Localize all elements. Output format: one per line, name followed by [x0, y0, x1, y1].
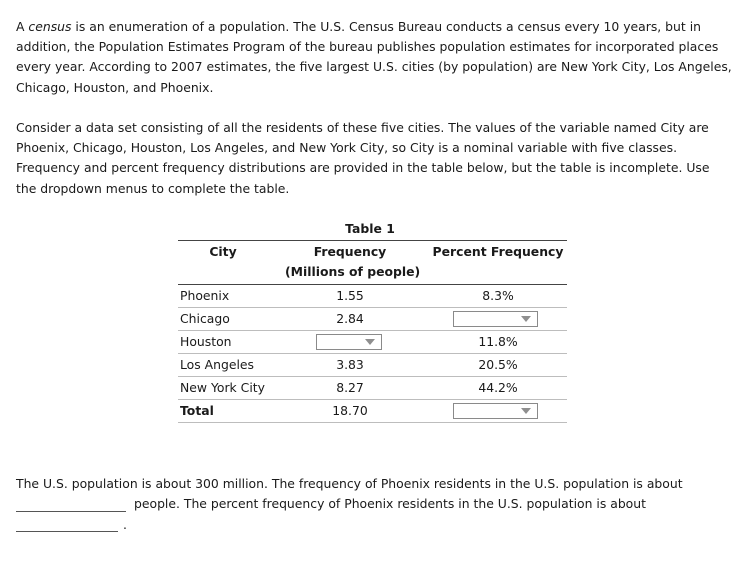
row-phoenix-frequency: 1.55	[336, 288, 364, 303]
chevron-down-icon	[521, 408, 531, 414]
phoenix-us-frequency-input[interactable]	[16, 511, 126, 512]
intro-text-a: A	[16, 19, 29, 34]
header-percent-frequency: Percent Frequency	[432, 244, 564, 259]
row-divider	[178, 353, 567, 354]
census-term: census	[28, 19, 72, 34]
houston-frequency-dropdown[interactable]	[316, 334, 382, 350]
row-phoenix-city: Phoenix	[180, 288, 230, 303]
row-total-frequency: 18.70	[332, 403, 368, 418]
total-percent-dropdown[interactable]	[453, 403, 538, 419]
row-los-angeles-city: Los Angeles	[180, 357, 254, 372]
chicago-percent-dropdown[interactable]	[453, 311, 538, 327]
row-houston-city: Houston	[180, 334, 232, 349]
header-city: City	[209, 244, 237, 259]
row-new-york-city-frequency: 8.27	[336, 380, 364, 395]
question-period: .	[123, 517, 127, 532]
chevron-down-icon	[365, 339, 375, 345]
intro-paragraph-1	[16, 17, 732, 98]
row-chicago-city: Chicago	[180, 311, 230, 326]
row-divider	[178, 330, 567, 331]
phoenix-us-percent-input[interactable]	[16, 531, 118, 532]
row-new-york-city-percent: 44.2%	[478, 380, 518, 395]
row-houston-percent: 11.8%	[478, 334, 518, 349]
row-los-angeles-frequency: 3.83	[336, 357, 364, 372]
row-chicago-frequency: 2.84	[336, 311, 364, 326]
table-title: Table 1	[345, 221, 395, 236]
intro-paragraph-2: Consider a data set consisting of all the residents of these five cities. The values of the variable named City are Phoenix, Chicago, Houston, Los Angeles, and New York City, so City is a nominal variable with five classes. Frequency and percent frequency distributions are provided in the table below, but the table is incomplete. Use the dropdown menus to complete the table.	[16, 120, 710, 196]
row-divider	[178, 399, 567, 400]
row-new-york-city-city: New York City	[180, 380, 265, 395]
row-phoenix-percent: 8.3%	[482, 288, 514, 303]
table-top-rule	[178, 240, 567, 241]
row-los-angeles-percent: 20.5%	[478, 357, 518, 372]
row-total-label: Total	[180, 403, 214, 418]
header-frequency: Frequency	[313, 244, 387, 259]
row-divider	[178, 376, 567, 377]
table-bottom-rule	[178, 422, 567, 423]
question-line-2: people. The percent frequency of Phoenix residents in the U.S. population is about	[134, 496, 646, 511]
header-rule	[178, 284, 567, 285]
chevron-down-icon	[521, 316, 531, 322]
question-line-1: The U.S. population is about 300 million. The frequency of Phoenix residents in the U.S. population is about	[16, 476, 683, 491]
intro-text-b: is an enumeration of a population. The U.S. Census Bureau conducts a census every 10 years, but in addition, the Population Estimates Program of the bureau publishes population estimates for incorporated places every year. According to 2007 estimates, the five largest U.S. cities (by population) are New York City, Los Angeles, Chicago, Houston, and Phoenix.	[16, 19, 732, 95]
row-divider	[178, 307, 567, 308]
header-frequency-units: (Millions of people)	[285, 264, 421, 279]
